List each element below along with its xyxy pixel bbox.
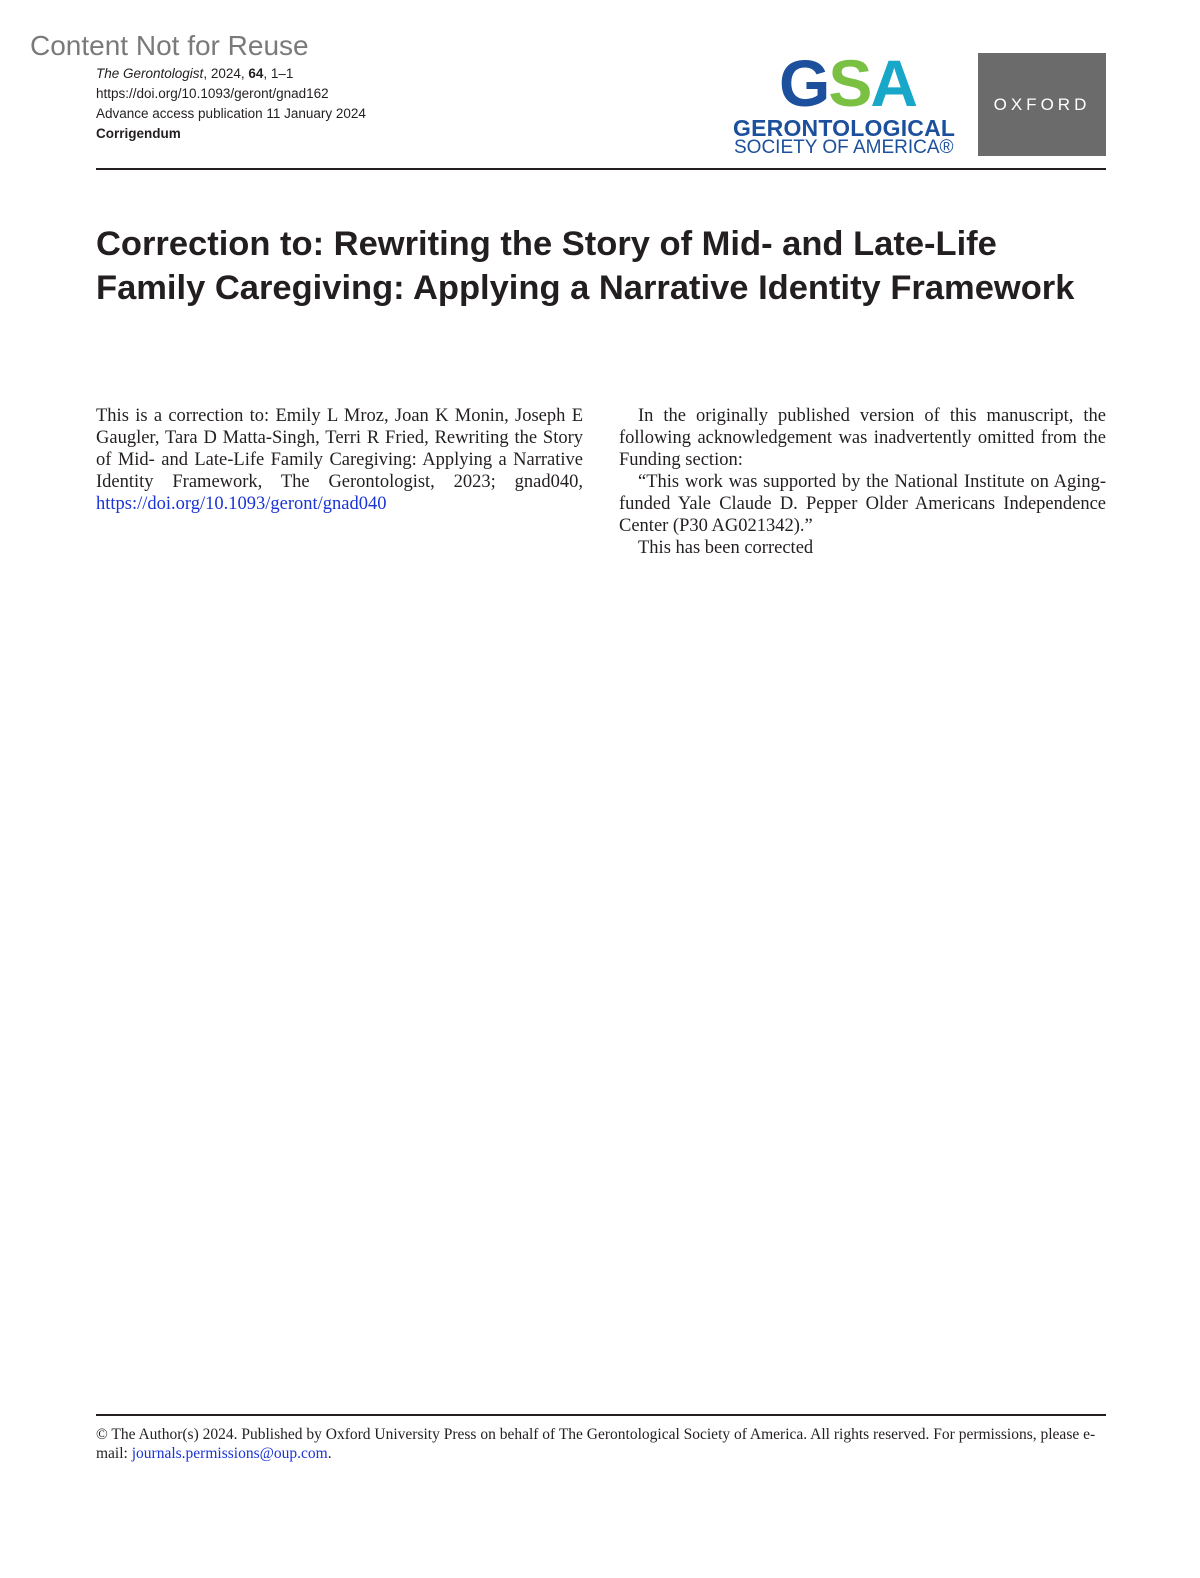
citation-volume: 64 (248, 66, 264, 81)
citation-line (96, 64, 366, 84)
correction-paragraph-3: This has been corrected (638, 538, 814, 558)
gsa-s-letter: S (828, 46, 871, 120)
oxford-logo: OXFORD (978, 53, 1106, 156)
gsa-a-letter: A (870, 46, 917, 120)
right-column (619, 405, 1106, 559)
left-column (96, 405, 583, 515)
original-article-link[interactable]: https://doi.org/10.1093/geront/gnad040 (96, 494, 387, 514)
correction-paragraph-2: “This work was supported by the National Institute on Aging-funded Yale Claude D. Pepper Older Americans Independence Center (P30 AG021342).” (619, 472, 1106, 536)
permissions-email-link[interactable]: journals.permissions@oup.com (131, 1445, 328, 1462)
article-type: Corrigendum (96, 126, 181, 141)
gsa-letters (779, 46, 917, 120)
header-divider (96, 168, 1106, 170)
gsa-logo (733, 46, 965, 162)
citation-year: , 2024, (203, 66, 249, 81)
correction-reference-text: This is a correction to: Emily L Mroz, Joan K Monin, Joseph E Gaugler, Tara D Matta-Singh, Terri R Fried, Rewriting the Story of Mid- and Late-Life Family Caregiving: Applying a Narrative Identity Framework, The Gerontologist, 2023; gnad040, (96, 406, 583, 492)
citation-pages: , 1–1 (263, 66, 294, 81)
correction-reference (96, 405, 583, 515)
gsa-name-line2: SOCIETY OF AMERICA® (734, 137, 954, 158)
footer-divider (96, 1414, 1106, 1416)
article-title: Correction to: Rewriting the Story of Mid- and Late-Life Family Caregiving: Applying a Narrative Identity Framework (96, 225, 1075, 307)
advance-access-line: Advance access publication 11 January 2024 (96, 106, 366, 121)
article-meta (96, 64, 366, 144)
correction-paragraph-1: In the originally published version of this manuscript, the following acknowledgement was inadvertently omitted from the Funding section: (619, 406, 1106, 470)
copyright-end: . (327, 1445, 332, 1462)
copyright-footer (96, 1425, 1106, 1463)
journal-name: The Gerontologist (96, 66, 204, 81)
copyright-text: © The Author(s) 2024. Published by Oxford University Press on behalf of The Gerontological Society of America. All rights reserved. For permissions, please e-mail: (96, 1426, 1096, 1462)
watermark: Content Not for Reuse (30, 30, 309, 61)
doi-line[interactable]: https://doi.org/10.1093/geront/gnad162 (96, 86, 329, 101)
gsa-g-letter: G (779, 46, 829, 120)
gsa-name-line1: GERONTOLOGICAL (733, 115, 956, 141)
